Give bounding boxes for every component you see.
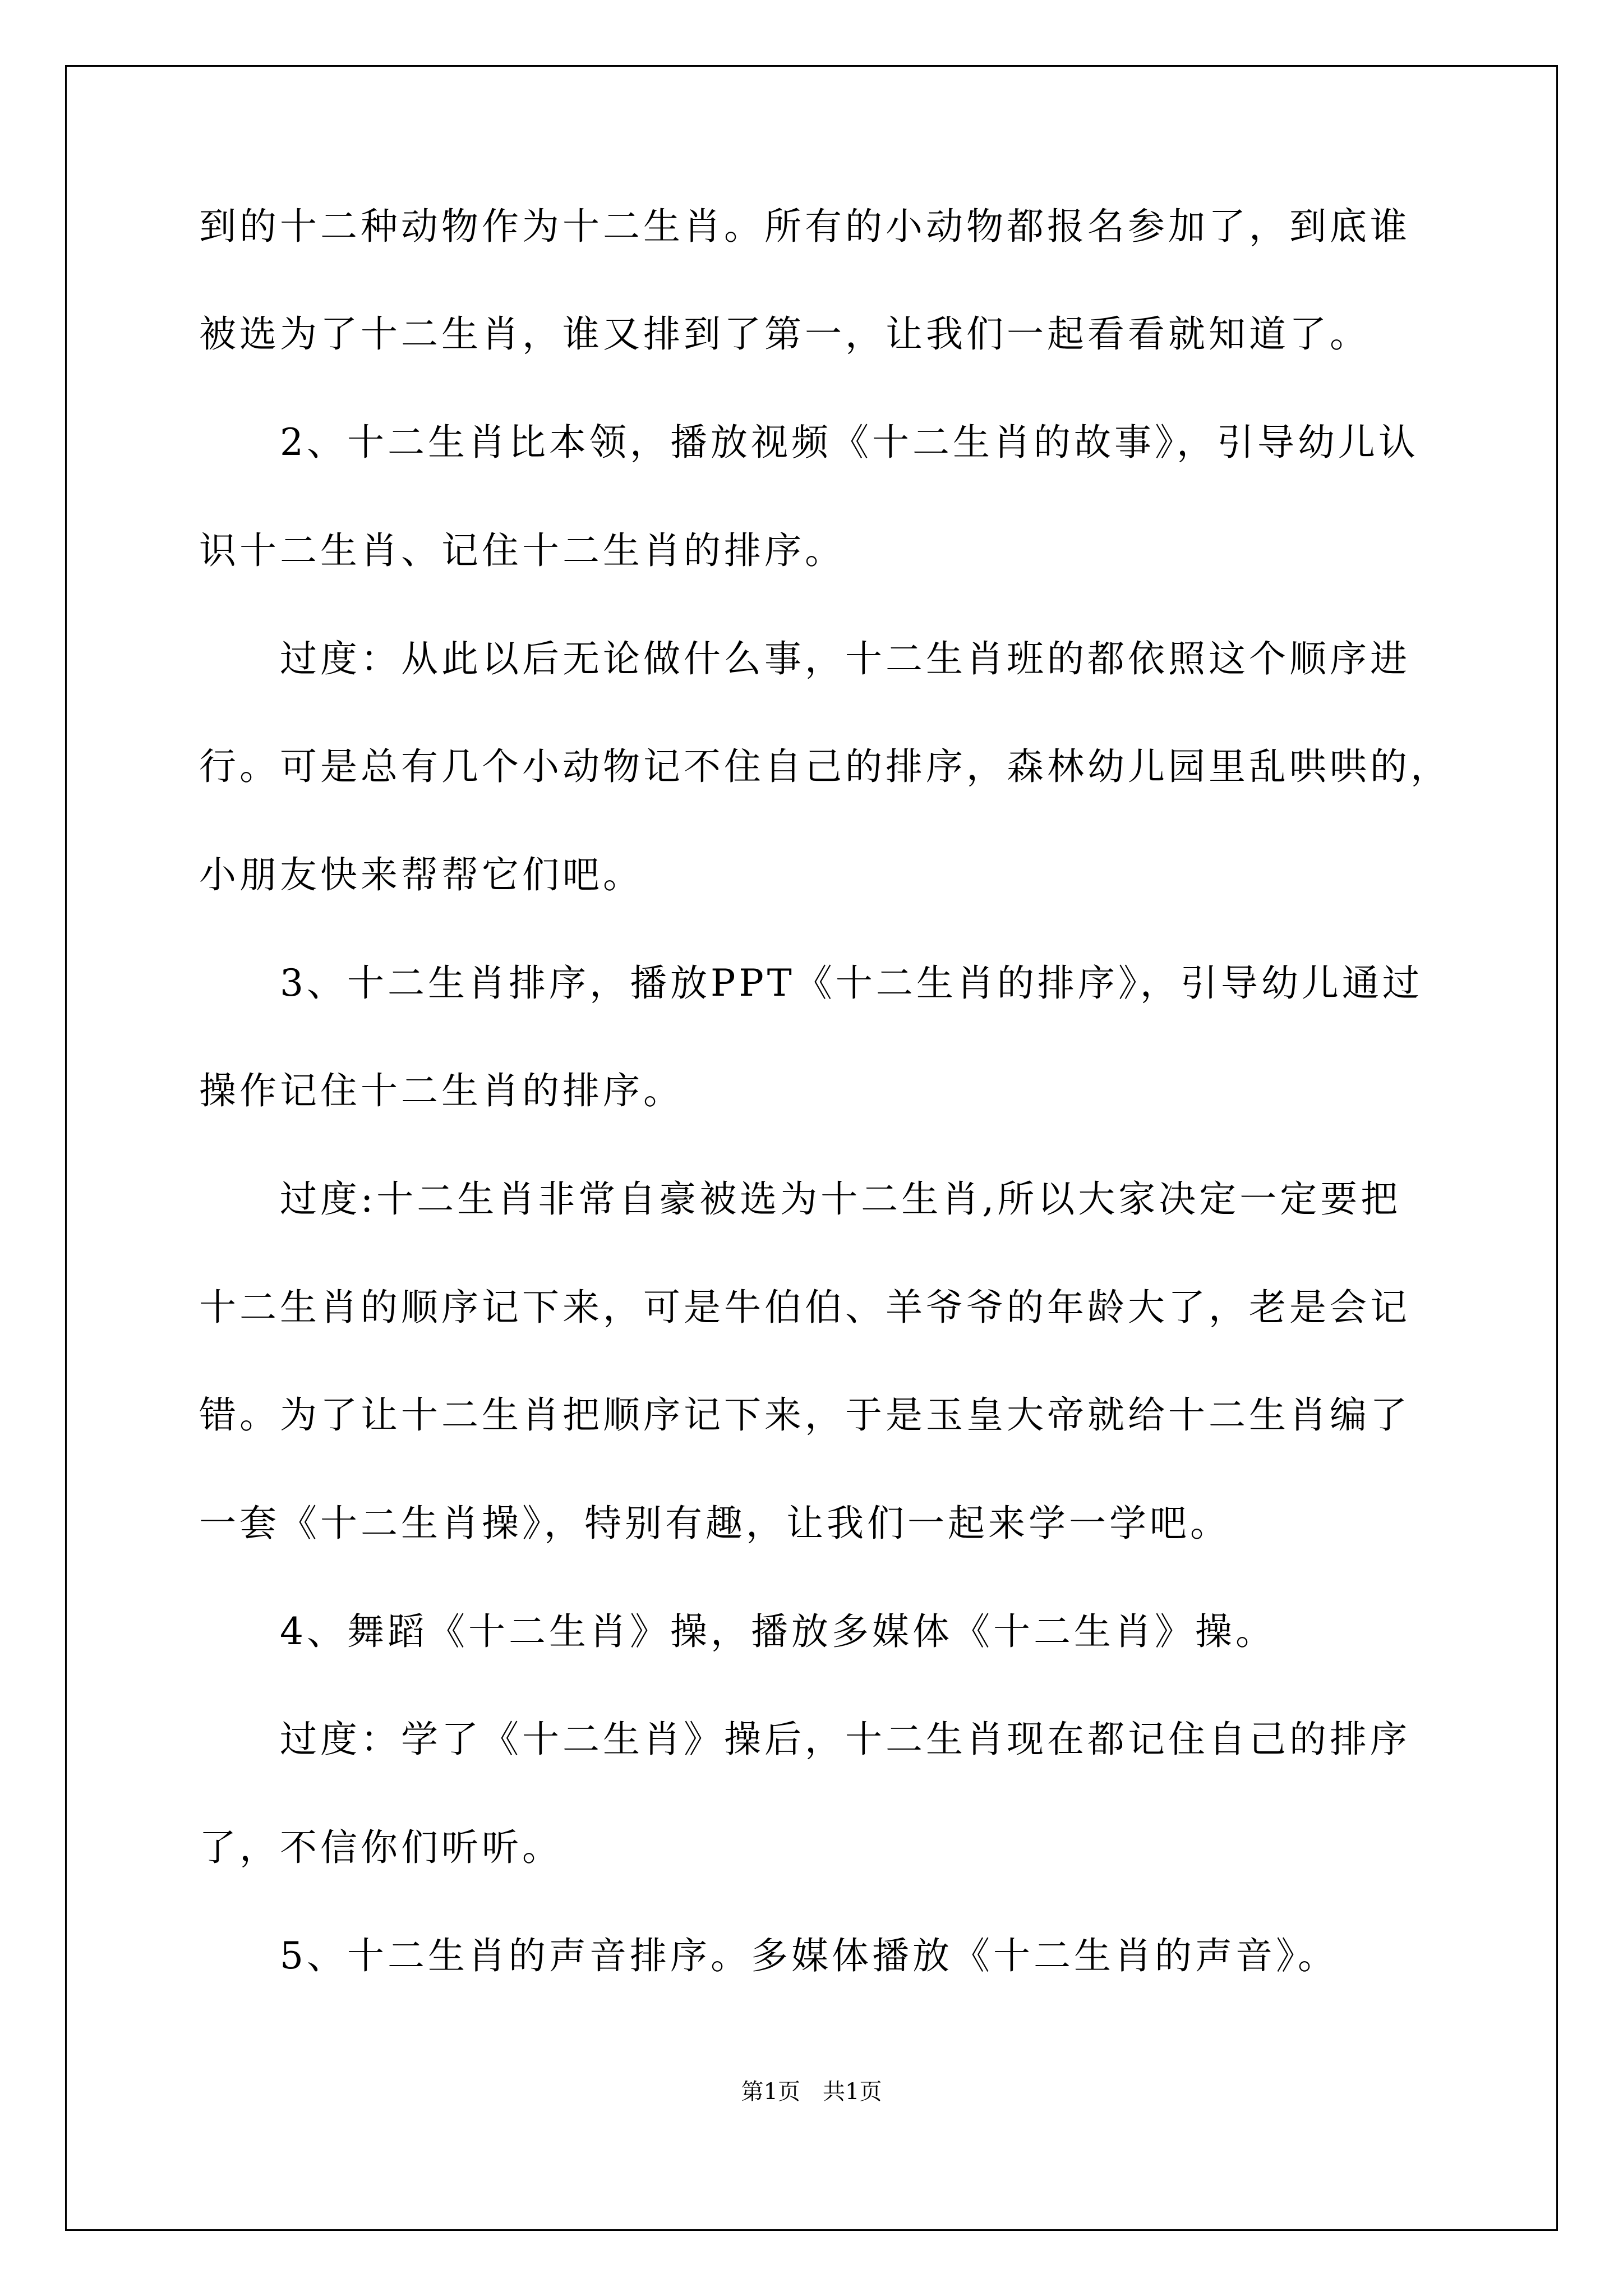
text-line-13: 一套《十二生肖操》，特别有趣，让我们一起来学一学吧。 (199, 1502, 1230, 1545)
text-line-6: 行。可是总有几个小动物记不住自己的排序，森林幼儿园里乱哄哄的， (199, 745, 1451, 788)
text-line-5: 过度：从此以后无论做什么事，十二生肖班的都依照这个顺序进 (199, 637, 1410, 680)
text-line-10: 过度:十二生肖非常自豪被选为十二生肖,所以大家决定一定要把 (199, 1177, 1401, 1221)
text-line-14: 4、舞蹈《十二生肖》操，播放多媒体《十二生肖》操。 (199, 1610, 1276, 1653)
text-line-2: 被选为了十二生肖，谁又排到了第一，让我们一起看看就知道了。 (199, 312, 1370, 356)
text-line-17: 5、十二生肖的声音排序。多媒体播放《十二生肖的声音》。 (199, 1934, 1338, 1977)
text-line-7: 小朋友快来帮帮它们吧。 (199, 853, 643, 896)
text-line-12: 错。为了让十二生肖把顺序记下来，于是玉皇大帝就给十二生肖编了 (199, 1393, 1410, 1437)
page-footer: 第1页 共1页 (741, 2079, 882, 2105)
text-line-11: 十二生肖的顺序记下来，可是牛伯伯、羊爷爷的年龄大了，老是会记 (199, 1286, 1410, 1329)
text-line-3: 2、十二生肖比本领，播放视频《十二生肖的故事》，引导幼儿认 (199, 421, 1419, 464)
text-line-9: 操作记住十二生肖的排序。 (199, 1069, 684, 1112)
text-line-16: 了，不信你们听听。 (199, 1826, 562, 1869)
text-line-4: 识十二生肖、记住十二生肖的排序。 (199, 529, 845, 572)
text-line-15: 过度：学了《十二生肖》操后，十二生肖现在都记住自己的排序 (199, 1718, 1410, 1761)
text-line-8: 3、十二生肖排序，播放PPT《十二生肖的排序》，引导幼儿通过 (199, 961, 1423, 1005)
text-line-1: 到的十二种动物作为十二生肖。所有的小动物都报名参加了，到底谁 (199, 205, 1410, 248)
page-border (65, 65, 1558, 2231)
